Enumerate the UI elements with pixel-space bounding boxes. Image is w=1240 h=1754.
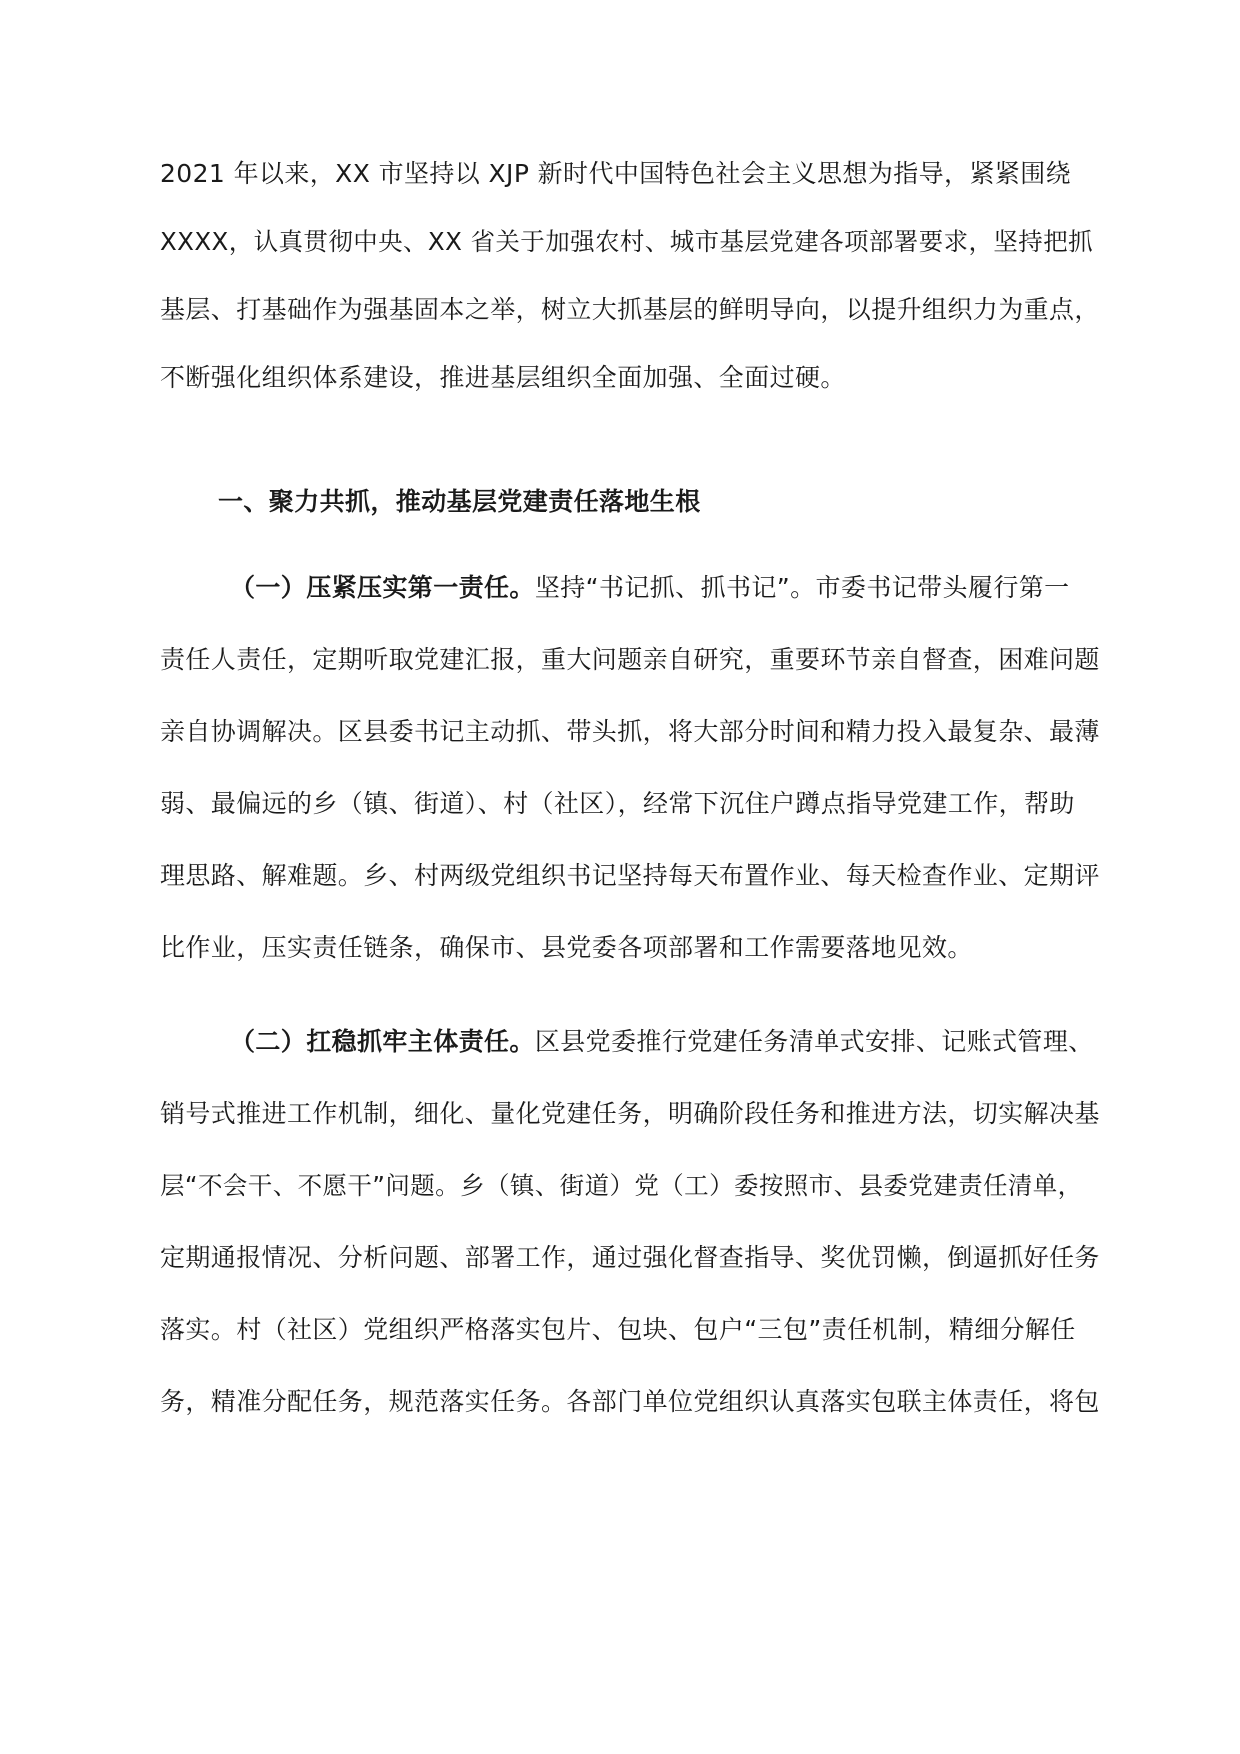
para-1-title: （一）压紧压实第一责任。 (230, 573, 535, 602)
para-1-line-4: 弱、最偏远的乡（镇、街道）、村（社区），经常下沉住户蹲点指导党建工作，帮助 (160, 789, 1075, 818)
para-1-line-1-text: 坚持“书记抓、抓书记”。市委书记带头履行第一 (534, 573, 1070, 602)
para-2-line-6: 务，精准分配任务，规范落实任务。各部门单位党组织认真落实包联主体责任，将包 (160, 1387, 1100, 1416)
para-2-line-4: 定期通报情况、分析问题、部署工作，通过强化督查指导、奖优罚懒，倒逼抓好任务 (160, 1243, 1100, 1272)
intro-line-2: XXXX，认真贯彻中央、XX 省关于加强农村、城市基层党建各项部署要求，坚持把抓 (160, 227, 1093, 256)
para-2-line-5: 落实。村（社区）党组织严格落实包片、包块、包户“三包”责任机制，精细分解任 (160, 1315, 1076, 1344)
para-2-line-1 (230, 1022, 1094, 1062)
para-2-line-1-text: 区县党委推行党建任务清单式安排、记账式管理、 (534, 1027, 1094, 1056)
para-1-line-6: 比作业，压实责任链条，确保市、县党委各项部署和工作需要落地见效。 (160, 933, 973, 962)
para-1-line-2: 责任人责任，定期听取党建汇报，重大问题亲自研究，重要环节亲自督查，困难问题 (160, 645, 1100, 674)
para-1-line-1 (230, 568, 1070, 608)
para-2-line-2: 销号式推进工作机制，细化、量化党建任务，明确阶段任务和推进方法，切实解决基 (160, 1099, 1100, 1128)
para-1-line-5: 理思路、解难题。乡、村两级党组织书记坚持每天布置作业、每天检查作业、定期评 (160, 861, 1100, 890)
intro-line-3: 基层、打基础作为强基固本之举，树立大抓基层的鲜明导向，以提升组织力为重点， (160, 295, 1100, 324)
intro-line-1: 2021 年以来，XX 市坚持以 XJP 新时代中国特色社会主义思想为指导，紧紧围绕 (160, 159, 1072, 188)
section-1-heading: 一、聚力共抓，推动基层党建责任落地生根 (218, 487, 701, 516)
intro-line-4: 不断强化组织体系建设，推进基层组织全面加强、全面过硬。 (160, 363, 846, 392)
para-2-title: （二）扛稳抓牢主体责任。 (230, 1027, 535, 1056)
para-1-line-3: 亲自协调解决。区县委书记主动抓、带头抓，将大部分时间和精力投入最复杂、最薄 (160, 717, 1100, 746)
para-2-line-3: 层“不会干、不愿干”问题。乡（镇、街道）党（工）委按照市、县委党建责任清单， (160, 1171, 1083, 1200)
